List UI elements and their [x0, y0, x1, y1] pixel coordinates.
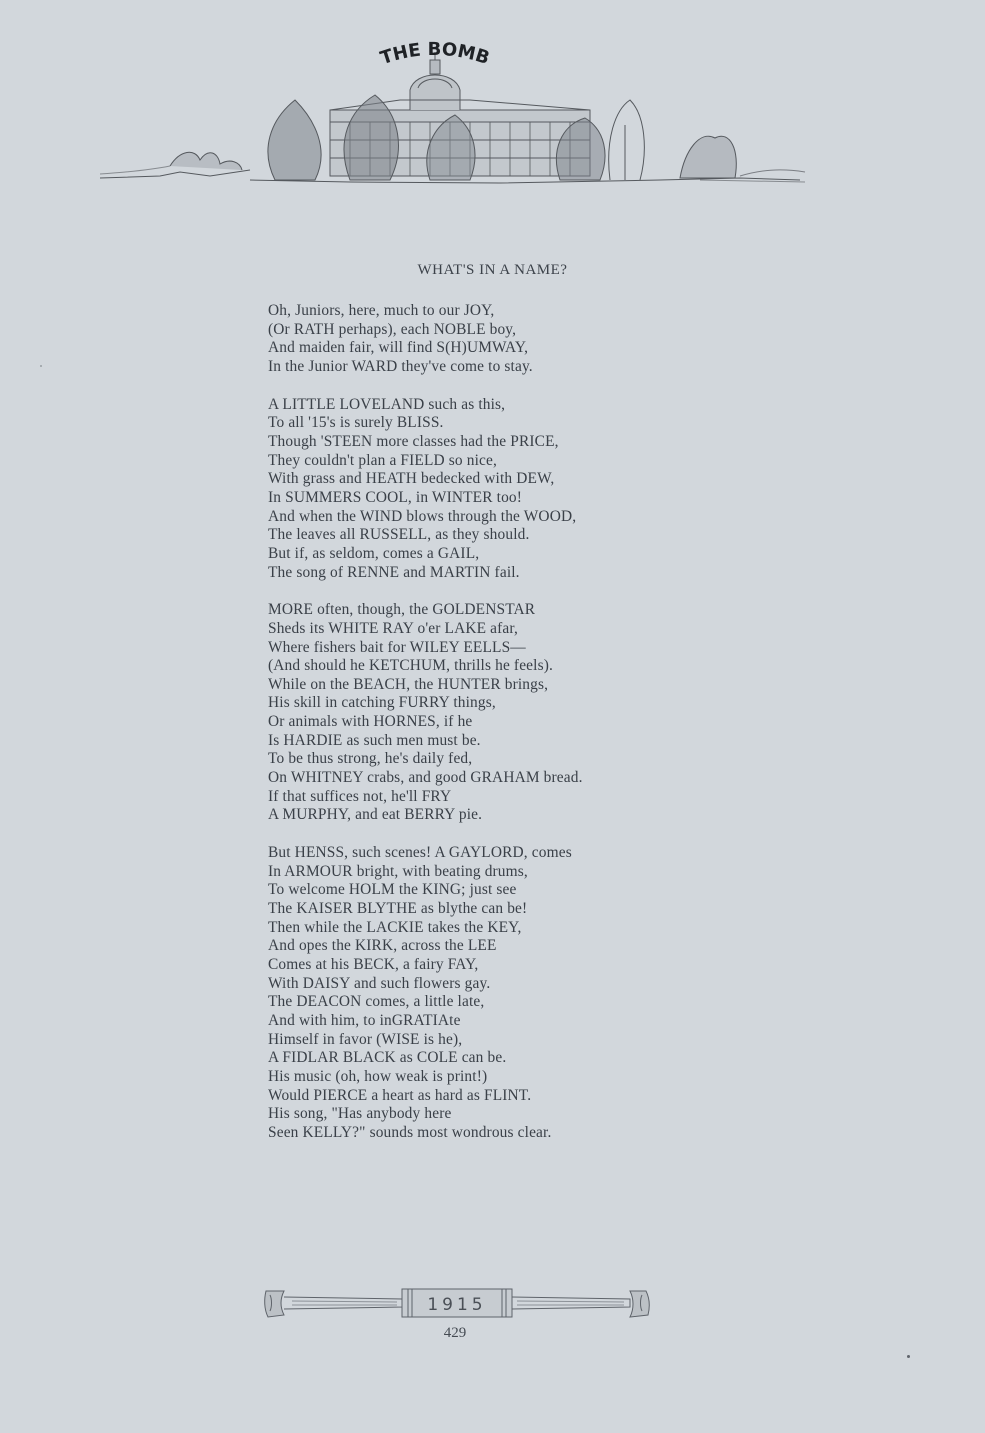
- year-banner: [262, 1285, 652, 1321]
- poem-line: While on the BEACH, the HUNTER brings,: [268, 675, 549, 693]
- svg-text:THE BOMB: THE BOMB: [377, 38, 493, 70]
- poem-line: A MURPHY, and eat BERRY pie.: [268, 806, 483, 824]
- page-number: 429: [443, 1325, 467, 1341]
- poem-line: Though 'STEEN more classes had the PRICE,: [268, 432, 559, 450]
- poem-line: And when the WIND blows through the WOOD,: [268, 507, 577, 525]
- poem-line: In ARMOUR bright, with beating drums,: [268, 862, 528, 880]
- poem-line: Where fishers bait for WILEY EELLS—: [268, 638, 526, 656]
- poem-line: Then while the LACKIE takes the KEY,: [268, 918, 522, 936]
- poem-line: But HENSS, such scenes! A GAYLORD, comes: [268, 844, 572, 862]
- poem-line: Sheds its WHITE RAY o'er LAKE afar,: [268, 619, 519, 637]
- poem-line: But if, as seldom, comes a GAIL,: [268, 544, 480, 562]
- poem-line: And with him, to inGRATIAte: [268, 1011, 461, 1029]
- poem-line: Himself in favor (WISE is he),: [268, 1030, 463, 1048]
- poem-line: The leaves all RUSSELL, as they should.: [268, 526, 530, 544]
- poem-line: His skill in catching FURRY things,: [268, 694, 496, 712]
- poem-line: His song, "Has anybody here: [268, 1105, 452, 1123]
- poem-line: If that suffices not, he'll FRY: [268, 787, 452, 805]
- poem-line: Oh, Juniors, here, much to our JOY,: [268, 302, 495, 319]
- poem-line: The KAISER BLYTHE as blythe can be!: [268, 900, 528, 918]
- poem-line: To all '15's is surely BLISS.: [268, 414, 444, 432]
- poem-body: [268, 302, 738, 1162]
- poem-line: Comes at his BECK, a fairy FAY,: [268, 956, 479, 973]
- poem-line: They couldn't plan a FIELD so nice,: [268, 451, 497, 469]
- poem-line: The DEACON comes, a little late,: [268, 993, 485, 1011]
- poem-line: In SUMMERS COOL, in WINTER too!: [268, 488, 523, 506]
- poem-title: WHAT'S IN A NAME?: [417, 262, 568, 278]
- poem-line: Is HARDIE as such men must be.: [268, 731, 481, 749]
- poem-line: MORE often, though, the GOLDENSTAR: [268, 601, 536, 619]
- poem-line: In the Junior WARD they've come to stay.: [268, 357, 533, 375]
- poem-line: Would PIERCE a heart as hard as FLINT.: [268, 1086, 532, 1104]
- stanza: [268, 844, 738, 1143]
- poem-line: And opes the KIRK, across the LEE: [268, 937, 497, 955]
- poem-line: (Or RATH perhaps), each NOBLE boy,: [268, 320, 517, 338]
- poem-line: With DAISY and such flowers gay.: [268, 974, 491, 992]
- running-title: [355, 30, 515, 80]
- poem-line: Seen KELLY?" sounds most wondrous clear.: [268, 1123, 552, 1141]
- stanza: [268, 302, 738, 377]
- stanza: [268, 601, 738, 825]
- poem-line: To be thus strong, he's daily fed,: [268, 750, 473, 768]
- year-label: 1915: [427, 1295, 487, 1315]
- poem-line: On WHITNEY crabs, and good GRAHAM bread.: [268, 769, 583, 787]
- poem-line: To welcome HOLM the KING; just see: [268, 881, 517, 899]
- poem-line: And maiden fair, will find S(H)UMWAY,: [268, 339, 529, 357]
- poem-line: His music (oh, how weak is print!): [268, 1067, 488, 1085]
- poem-line: The song of RENNE and MARTIN fail.: [268, 563, 520, 581]
- poem-line: (And should he KETCHUM, thrills he feels).: [268, 657, 553, 675]
- scan-speck: [907, 1355, 910, 1358]
- poem-line: With grass and HEATH bedecked with DEW,: [268, 470, 555, 488]
- poem-line: A LITTLE LOVELAND such as this,: [268, 395, 506, 413]
- poem-line: Or animals with HORNES, if he: [268, 713, 473, 731]
- stanza: [268, 396, 738, 583]
- scan-speck: [40, 365, 42, 367]
- poem-line: A FIDLAR BLACK as COLE can be.: [268, 1049, 507, 1067]
